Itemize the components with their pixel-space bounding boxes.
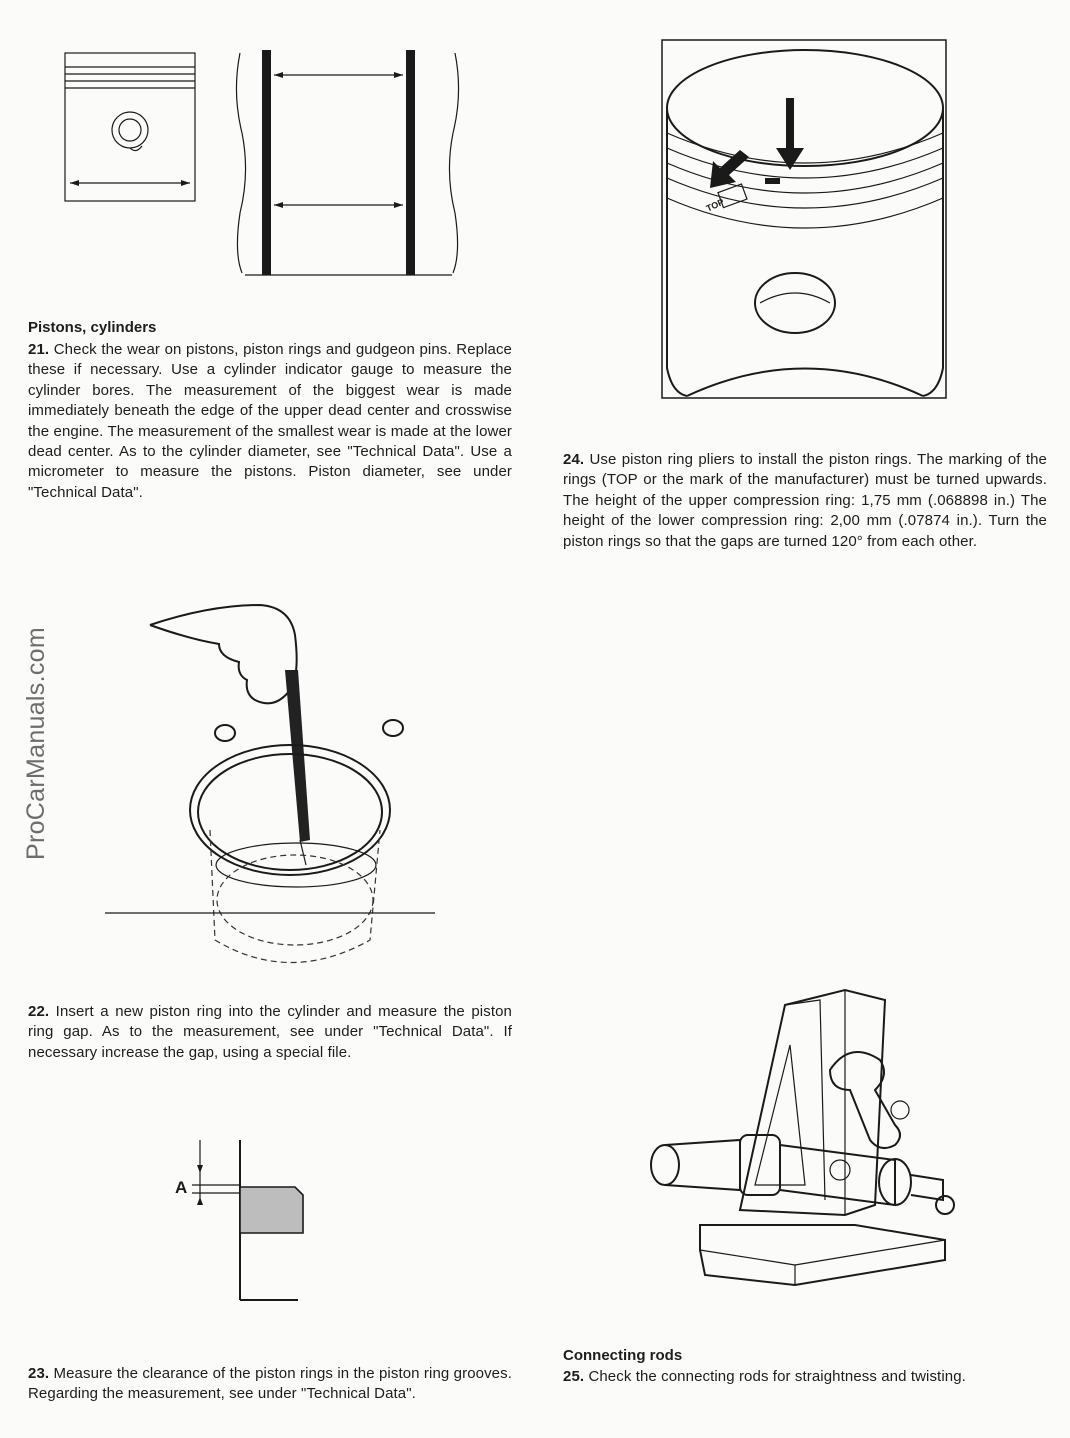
step-25-number: 25. (563, 1368, 585, 1385)
watermark: ProCarManuals.com (22, 627, 50, 860)
section-heading-pistons-cylinders: Pistons, cylinders (28, 319, 157, 336)
connecting-rod-fixture-figure (645, 985, 970, 1295)
piston-cylinder-measure-figure (60, 45, 470, 285)
step-24-text: Use piston ring pliers to install the piston rings. The marking of the rings (TOP or the mark of the manufacturer) must be turned upwards. The height of the upper compression ring: 1,75 mm (.068898 in.) The height of the lower compression ring: 2,00 mm (.07874 in.). Turn the piston rings so that the gaps are turned 120° from each other. (563, 451, 1047, 550)
step-21-paragraph (28, 340, 512, 503)
top-mark-label: TOP (704, 196, 726, 214)
arrow-down-icon (776, 98, 804, 170)
step-22-text: Insert a new piston ring into the cylinder and measure the piston ring gap. As to the measurement, see under "Technical Data". If necessary increase the gap, using a special file. (28, 1003, 512, 1061)
step-22-number: 22. (28, 1003, 50, 1020)
step-24-paragraph (563, 450, 1047, 552)
step-21-text: Check the wear on pistons, piston rings and gudgeon pins. Replace these if necessary. Use a cylinder indicator gauge to measure the cylinder bores. The measurement of the biggest wear is made immediately beneath the edge of the upper dead center and crosswise the engine. The measurement of the smallest wear is made at the lower dead center. As to the cylinder diameter, see "Technical Data". Use a micrometer to measure the pistons. Piston diameter, see under "Technical Data". (28, 341, 512, 501)
step-21-number: 21. (28, 341, 50, 358)
ring-gap-measure-figure (100, 600, 440, 970)
step-23-paragraph (28, 1364, 512, 1405)
ring-clearance-figure (170, 1135, 310, 1305)
step-25-text: Check the connecting rods for straightness and twisting. (588, 1368, 966, 1385)
clearance-a-label: A (175, 1178, 188, 1197)
step-23-number: 23. (28, 1365, 50, 1382)
piston-rings-figure (660, 38, 950, 403)
section-heading-connecting-rods: Connecting rods (563, 1347, 683, 1364)
step-23-text: Measure the clearance of the piston rings in the piston ring grooves. Regarding the measurement, see under "Technical Data". (28, 1365, 512, 1403)
step-24-number: 24. (563, 451, 585, 468)
step-22-paragraph (28, 1002, 512, 1063)
step-25-paragraph (563, 1367, 1047, 1387)
